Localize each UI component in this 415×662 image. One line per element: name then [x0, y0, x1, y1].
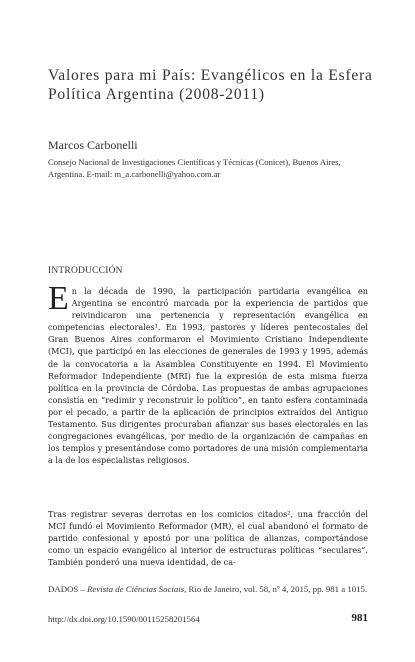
doi-link[interactable]: http://dx.doi.org/10.1590/00115258201564 [48, 614, 200, 624]
article-title: Valores para mi País: Evangélicos en la Esfera Política Argentina (2008-2011) [48, 67, 373, 103]
drop-cap: E [48, 280, 69, 317]
body-paragraph-1 [48, 280, 368, 466]
section-heading: INTRODUCCIÓN [48, 266, 123, 276]
page-number: 981 [351, 612, 368, 624]
author-affiliation: Consejo Nacional de Investigaciones Científicas y Técnicas (Conicet), Buenos Aires, Argentina. E-mail: m_a.carbonelli@yahoo.com.ar [48, 157, 341, 179]
body-paragraph-2: Tras registrar severas derrotas en los comicios citados², una fracción del MCI fundó el Movimiento Reformador (MR), el cual abandonó el formato de partido confesional y apostó por una política de alianzas, comportándose como un espacio evangélico al interior de estructuras políticas “seculares”. También ponderó una nueva identidad, de ca- [48, 509, 368, 568]
author-name: Marcos Carbonelli [48, 138, 138, 152]
paragraph-1-text: n la década de 1990, la participación partidaria evangélica en Argentina se encontró marcada por la experiencia de partidos que reivindicaron una pertenencia y representación evangélica en competencias electorales¹. En 1993, pastores y líderes pentecostales del Gran Buenos Aires conformaron el Movimiento Cristiano Independiente (MCI), que participó en las elecciones de generales de 1993 y 1995, además de la convocatoria a la Asamblea Constituyente en 1994. El Movimiento Reformador Independiente (MRI) fue la expresión de esta misma fuerza política en la provincia de Córdoba. Las propuestas de ambas agrupaciones consistía en “redimir y reconstruir lo político”, en tanto esfera contaminada por el pecado, a partir de la aplicación de principios extraídos del Antiguo Testamento. Sus dirigentes procuraban afianzar sus bases electorales en las congregaciones evangélicas, por medio de la organización de campañas en los templos y presentándose como portadores de una misión complementaria a la de los especialistas religiosos. [48, 286, 368, 466]
journal-prefix: DADOS – [48, 584, 88, 594]
journal-suffix: , Rio de Janeiro, vol. 58, nº 4, 2015, pp. 981 a 1015. [184, 584, 368, 594]
journal-name: Revista de Ciências Sociais [87, 584, 185, 594]
journal-citation [48, 584, 368, 594]
